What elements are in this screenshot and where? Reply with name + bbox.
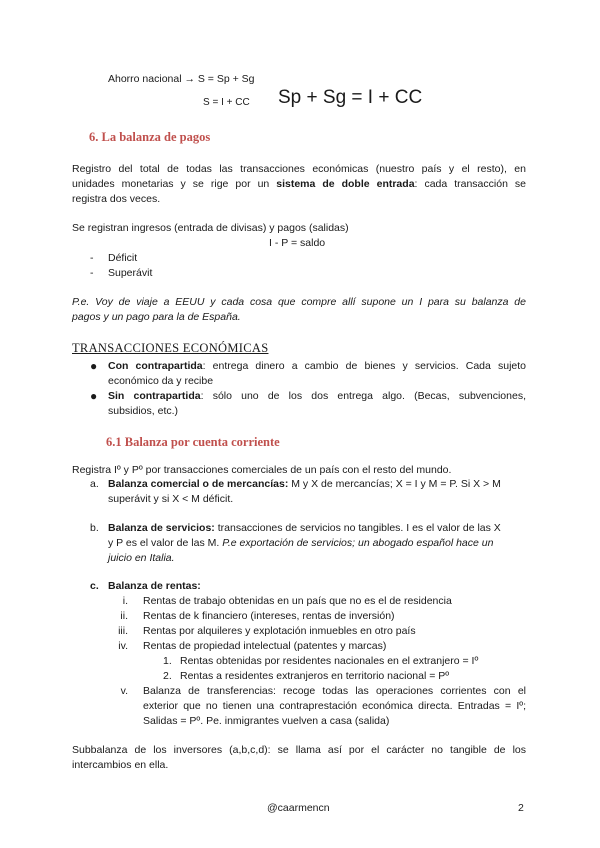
footer-author: @caarmencn [267,802,330,814]
balanza-comercial-line1: Balanza comercial o de mercancías: M y X de mercancías; X = I y M = P. Si X > M [108,478,501,490]
doble-entrada-term: sistema de doble entrada [276,178,415,190]
dash-marker: - [90,252,94,264]
ahorro-nacional-line: Ahorro nacional → S = Sp + Sg [108,73,255,85]
sin-contrapartida-line1: Sin contrapartida: sólo uno de los dos entrega algo. (Becas, subvenciones, [108,390,526,402]
item-label-a: a. [90,478,99,490]
para-registro-line2: unidades monetarias y se rige por un sistema de doble entrada: cada transacción se [72,178,526,190]
para-registro-line1: Registro del total de todas las transacciones económicas (nuestro país y el resto), en [72,163,526,175]
sub-item-1: Rentas obtenidas por residentes nacionales en el extranjero = Iº [180,655,479,667]
transferencias-line3: Salidas = Pº. Pe. inmigrantes vuelven a casa (salida) [143,715,390,727]
subbalanza-line1: Subbalanza de los inversores (a,b,c,d): se llama así por el carácter no tangible de los [72,744,526,756]
list-item-deficit: Déficit [108,252,138,264]
balanza-comercial-line2: superávit y si X < M déficit. [108,493,234,505]
subbalanza-line2: intercambios en ella. [72,759,169,771]
roman-label-ii: ii. [120,610,128,622]
example-line1: P.e. Voy de viaje a EEUU y cada cosa que compre allí supone un I para su balanza de [72,296,526,308]
roman-label-i: i. [122,595,128,607]
sin-contrapartida-line2: subsidios, etc.) [108,405,179,417]
page-number: 2 [518,802,524,814]
dash-marker: - [90,267,94,279]
sub-item-2: Rentas a residentes extranjeros en territorio nacional = Pº [180,670,450,682]
para-ingresos-pagos: Se registran ingresos (entrada de divisas) y pagos (salidas) [72,222,349,234]
item-label-b: b. [90,522,99,534]
sub-label-2: 2. [163,670,172,682]
roman-label-iii: iii. [118,625,128,637]
item-label-c: c. [90,580,99,592]
roman-label-v: v. [120,685,128,697]
section-6-1-heading: 6.1 Balanza por cuenta corriente [106,435,280,449]
balanza-rentas-title: Balanza de rentas: [108,580,201,592]
sub-label-1: 1. [163,655,172,667]
con-contrapartida-line1: Con contrapartida: entrega dinero a cambio de bienes y servicios. Cada sujeto [108,360,526,372]
rentas-item-iii: Rentas por alquileres y explotación inmuebles en otro país [143,625,416,637]
bullet-icon: ● [90,359,98,373]
transferencias-line2: exterior que no tienen una contraprestación económica directa. Entradas = Iº; [143,700,526,712]
balanza-servicios-line3: juicio en Italia. [108,552,175,564]
bullet-icon: ● [90,389,98,403]
transacciones-heading: TRANSACCIONES ECONÓMICAS [72,341,269,355]
rentas-item-ii: Rentas de k financiero (intereses, rentas de inversión) [143,610,395,622]
example-line2: pagos y un pago para la de España. [72,311,241,323]
balanza-servicios-line2: y P es el valor de las M. P.e exportación de servicios; un abogado español hace un [108,537,494,549]
roman-label-iv: iv. [118,640,128,652]
transferencias-line1: Balanza de transferencias: recoge todas las operaciones corrientes con el [143,685,526,697]
con-contrapartida-line2: económico da y recibe [108,375,214,387]
saldo-formula: I - P = saldo [269,237,326,249]
balanza-servicios-line1: Balanza de servicios: transacciones de servicios no tangibles. I es el valor de las X [108,522,501,534]
section-6-heading: 6. La balanza de pagos [89,130,211,144]
rentas-item-i: Rentas de trabajo obtenidas en un país que no es el de residencia [143,595,452,607]
list-item-superavit: Superávit [108,267,153,279]
s-equation: S = I + CC [203,97,250,108]
rentas-item-iv: Rentas de propiedad intelectual (patentes y marcas) [143,640,387,652]
para-registro-line3: registra dos veces. [72,193,161,205]
savings-investment-equation: Sp + Sg = I + CC [278,87,423,108]
s61-intro: Registra Iº y Pº por transacciones comerciales de un país con el resto del mundo. [72,464,452,476]
